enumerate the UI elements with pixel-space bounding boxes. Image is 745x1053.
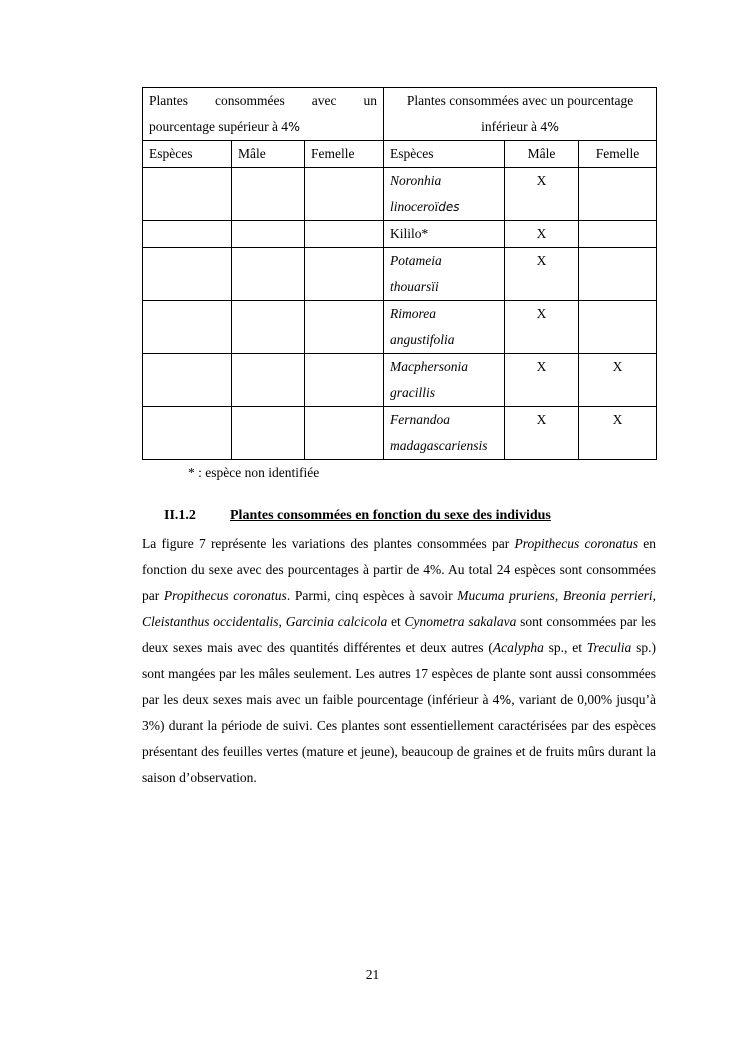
female-mark: X <box>579 407 657 460</box>
species-cell <box>384 221 505 248</box>
male-mark: X <box>505 221 579 248</box>
species-name: gracillis <box>390 385 436 400</box>
table-row <box>143 301 657 354</box>
col-especes-right: Espèces <box>384 141 505 168</box>
header-left-line2: pourcentage supérieur à 4 <box>149 119 289 134</box>
para-text: en fonction du sexe avec des pourcentages à partir de 4%. Au total 24 espèces sont consommées par <box>142 536 656 603</box>
species-cell <box>384 248 505 301</box>
para-species: Mucuma pruriens <box>457 588 555 603</box>
male-mark: X <box>505 301 579 354</box>
col-male-right: Mâle <box>505 141 579 168</box>
para-species: Acalypha <box>492 640 544 655</box>
species-name: thouarsïi <box>390 279 439 294</box>
female-mark <box>579 168 657 221</box>
header-right-pct: % <box>547 119 559 134</box>
female-mark <box>579 221 657 248</box>
section-number: II.1.2 <box>164 508 196 523</box>
species-cell <box>384 354 505 407</box>
col-male-left: Mâle <box>232 141 305 168</box>
species-name: Kililo* <box>390 226 429 241</box>
col-femelle-right: Femelle <box>579 141 657 168</box>
para-text: , <box>278 614 286 629</box>
species-name: Potameia <box>390 253 442 268</box>
male-mark: X <box>505 168 579 221</box>
para-text: . Parmi, cinq espèces à savoir <box>286 588 458 603</box>
header-right-line2: inférieur à 4 <box>481 119 548 134</box>
female-mark: X <box>579 354 657 407</box>
para-species: Breonia perrieri, Cleistanthus occidentalis <box>142 588 656 629</box>
species-name: madagascariensis <box>390 438 488 453</box>
para-text: La figure 7 représente les variations des plantes consommées par <box>142 536 515 551</box>
header-left-pct: % <box>288 119 300 134</box>
table-row <box>143 248 657 301</box>
species-name: Rimorea <box>390 306 437 321</box>
species-name: Noronhia <box>390 173 442 188</box>
section-heading <box>164 508 551 524</box>
para-text: % <box>499 692 512 707</box>
species-name: linoceroï <box>390 199 439 214</box>
col-especes-left: Espèces <box>143 141 232 168</box>
header-right-line1: Plantes consommées avec un pourcentage <box>406 93 634 108</box>
species-cell <box>384 168 505 221</box>
species-cell <box>384 301 505 354</box>
table-row <box>143 354 657 407</box>
species-name: angustifolia <box>390 332 455 347</box>
para-text: sp., et <box>543 640 587 655</box>
para-text: , variant de 0,00% jusqu’à 3%) durant la période de suivi. Ces plantes sont essentiellement caractérisées par des espèces présentant des feuilles vertes (mature et jeune), beaucoup de graines et de fruits mûrs durant la saison d’observation. <box>142 692 656 785</box>
header-above-4-percent <box>143 88 384 141</box>
species-name: Macphersonia <box>390 359 469 374</box>
para-text: sp.) sont mangées par les mâles seulement. Les autres 17 espèces de plante sont aussi consommées par les deux sexes mais avec un faible pourcentage (inférieur à 4 <box>142 640 657 707</box>
table-column-header-row <box>143 141 657 168</box>
header-left-line1: Plantes consommées avec un <box>149 93 378 108</box>
female-mark <box>579 248 657 301</box>
para-text: sont consommées par les deux sexes mais avec des quantités différentes et deux autres ( <box>142 614 656 655</box>
table-row <box>143 168 657 221</box>
male-mark: X <box>505 407 579 460</box>
table-row <box>143 221 657 248</box>
section-title: Plantes consommées en fonction du sexe des individus <box>230 508 551 523</box>
para-species: Propithecus coronatus <box>514 536 639 551</box>
para-text: et <box>387 614 405 629</box>
col-femelle-left: Femelle <box>305 141 384 168</box>
consumed-plants-table <box>142 87 657 460</box>
header-below-4-percent <box>384 88 657 141</box>
female-mark <box>579 301 657 354</box>
table-row <box>143 407 657 460</box>
table-footnote: * : espèce non identifiée <box>188 465 320 480</box>
table-header-group-row <box>143 88 657 141</box>
para-species: Cynometra sakalava <box>404 614 517 629</box>
species-name: des <box>438 200 460 214</box>
page-number: 21 <box>365 967 380 982</box>
para-species: Garcinia calcicola <box>285 614 388 629</box>
para-species: Propithecus coronatus <box>163 588 287 603</box>
para-species: Treculia <box>586 640 632 655</box>
species-name: Fernandoa <box>390 412 451 427</box>
male-mark: X <box>505 248 579 301</box>
body-paragraph <box>142 531 656 791</box>
male-mark: X <box>505 354 579 407</box>
para-text: , <box>554 588 563 603</box>
species-cell <box>384 407 505 460</box>
